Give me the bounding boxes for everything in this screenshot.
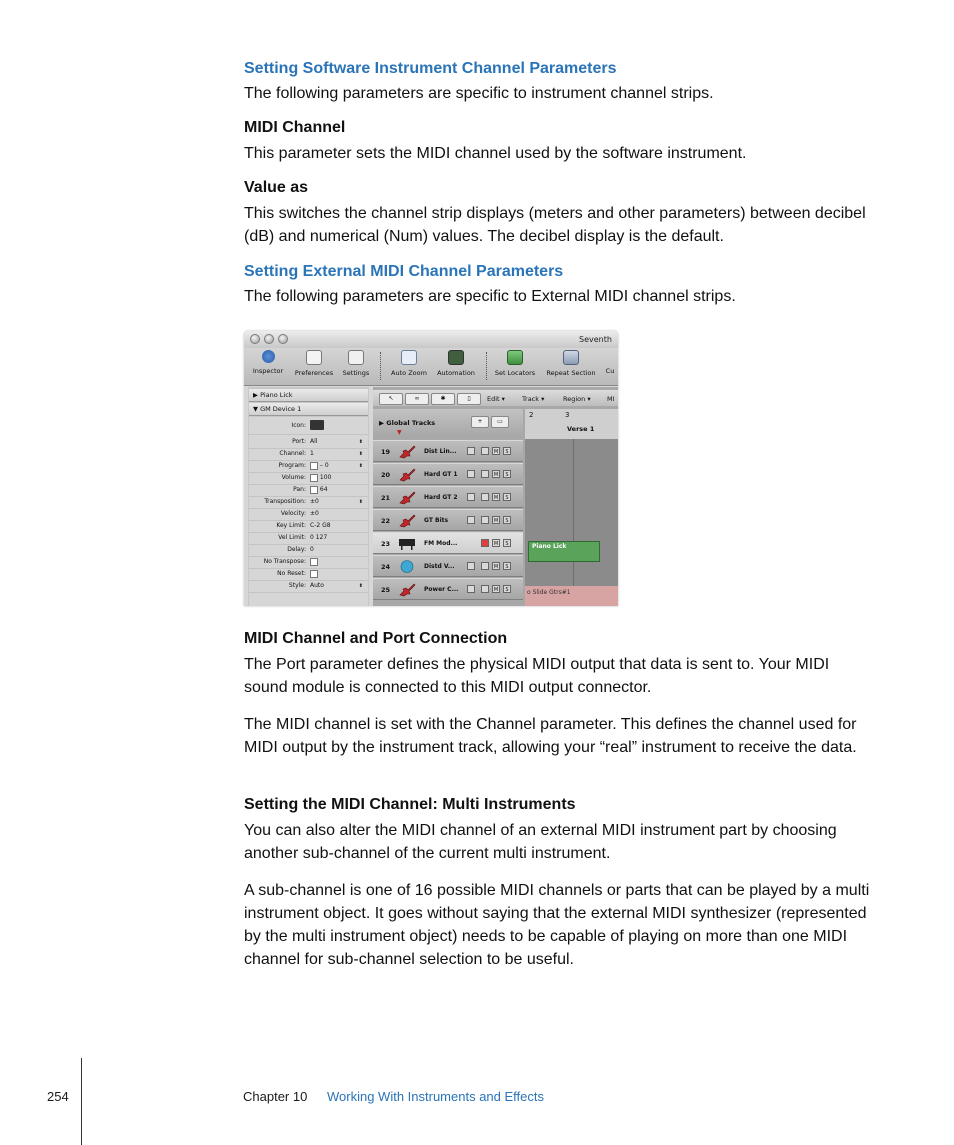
auto-zoom-button[interactable] [387, 350, 431, 377]
cut-icon [603, 350, 617, 363]
cut-button[interactable] [603, 350, 617, 375]
record-enable-icon[interactable] [481, 539, 489, 547]
ruler-bar-2: 2 [529, 411, 534, 419]
param-label: Channel: [279, 450, 306, 457]
program-checkbox[interactable] [310, 462, 318, 470]
preferences-label: Preferences [294, 369, 334, 377]
region-slide-gtrs[interactable] [525, 586, 618, 606]
catch-icon[interactable]: ✱ [431, 393, 455, 405]
marker-verse-1[interactable]: Verse 1 [567, 425, 595, 433]
region-icon[interactable] [481, 585, 489, 593]
stepper-icon[interactable]: ⬍ [358, 451, 363, 457]
repeat-section-button[interactable] [544, 350, 598, 377]
param-icon-row [249, 417, 368, 435]
param-style-row[interactable] [249, 580, 368, 593]
preferences-icon [306, 350, 322, 365]
settings-icon [348, 350, 364, 365]
volume-value: 100 [319, 474, 332, 481]
mute-button[interactable]: M [493, 518, 499, 524]
track-name: Hard GT 1 [424, 471, 458, 478]
subheading-multi-instruments: Setting the MIDI Channel: Multi Instruments [244, 796, 576, 813]
param-label: Pan: [293, 486, 306, 493]
track-view-icon[interactable]: ▭ [491, 416, 509, 428]
section-heading-external: Setting External MIDI Channel Parameters [244, 263, 564, 280]
track-name: FM Mod... [424, 540, 458, 547]
record-enable-icon[interactable] [467, 516, 475, 524]
repeat-section-icon [563, 350, 579, 365]
logic-screenshot [244, 331, 618, 606]
footer-chapter: Chapter 10 [243, 1089, 308, 1104]
arrange-toolbar [373, 390, 618, 406]
solo-button[interactable]: S [503, 447, 511, 455]
region-icon[interactable] [481, 493, 489, 501]
edit-menu[interactable]: Edit ▾ [487, 395, 505, 403]
param-label: Velocity: [280, 510, 306, 517]
automation-label: Automation [437, 369, 475, 377]
track-number: 20 [381, 471, 391, 479]
region-icon[interactable] [481, 516, 489, 524]
piano-icon[interactable] [310, 420, 324, 430]
track-row[interactable] [373, 555, 523, 577]
track-row[interactable] [373, 578, 523, 600]
mute-button[interactable]: M [493, 495, 499, 501]
subheading-midi-channel: MIDI Channel [244, 119, 346, 136]
param-label: Delay: [287, 546, 306, 553]
paragraph-multi-2: A sub-channel is one of 16 possible MIDI channels or parts that can be played by a multi instrument object. It goes without saying that the external MIDI synthesizer (represented by the multi instrument object) needs to be capable of playing on more than one MIDI channel for sub-channel selection to be useful. [244, 882, 870, 968]
region-icon[interactable] [481, 470, 489, 478]
param-label: Style: [288, 582, 306, 589]
no-reset-checkbox[interactable] [310, 570, 318, 578]
solo-button[interactable]: S [503, 585, 511, 593]
program-value: – 0 [319, 462, 329, 469]
mute-button[interactable]: M [493, 472, 499, 478]
track-row[interactable] [373, 509, 523, 531]
no-transpose-checkbox[interactable] [310, 558, 318, 566]
param-value: Auto [310, 582, 324, 589]
cut-label: Cu [605, 367, 615, 375]
track-lanes[interactable] [525, 439, 618, 606]
close-window-icon[interactable] [250, 334, 260, 344]
param-value: C-2 G8 [310, 522, 331, 529]
page-number: 254 [47, 1089, 69, 1104]
subheading-port-connection: MIDI Channel and Port Connection [244, 630, 508, 647]
ruler-bar-3: 3 [565, 411, 570, 419]
section-heading-software: Setting Software Instrument Channel Parameters [244, 60, 617, 77]
param-label: Transposition: [264, 498, 306, 505]
mute-button[interactable]: M [493, 449, 499, 455]
record-enable-icon[interactable] [467, 470, 475, 478]
settings-label: Settings [342, 369, 370, 377]
record-enable-icon[interactable] [467, 447, 475, 455]
track-number: 22 [381, 517, 391, 525]
auto-zoom-icon [401, 350, 417, 365]
zoom-window-icon[interactable] [278, 334, 288, 344]
track-menu-label: Track [522, 395, 540, 403]
pointer-tool-icon[interactable]: ↖ [379, 393, 403, 405]
pan-value: 64 [319, 486, 328, 493]
param-label: No Transpose: [263, 558, 306, 565]
paragraph-port-2: The MIDI channel is set with the Channel parameter. This defines the channel used for MIDI output by the instrument track, allowing your “real” instrument to receive the data. [244, 716, 857, 756]
window-title: Seventh [579, 335, 612, 344]
region-label: o Slide Gtrs#1 [527, 589, 571, 596]
set-locators-button[interactable] [492, 350, 538, 377]
electric-guitar-icon [398, 513, 416, 528]
footer-chapter-title[interactable]: Working With Instruments and Effects [327, 1089, 544, 1104]
region-label: Piano Lick [532, 543, 567, 550]
param-value: 0 [310, 546, 314, 553]
track-number: 23 [381, 540, 391, 548]
paragraph-value-as: This switches the channel strip displays (meters and other parameters) between decibel (dB) and numerical (Num) values. The decibel display is the default. [244, 205, 866, 245]
track-number: 19 [381, 448, 391, 456]
toolbar-separator [486, 352, 488, 380]
electric-guitar-icon [398, 467, 416, 482]
inspector-label: Inspector [252, 367, 284, 375]
toolbar-separator [380, 352, 382, 380]
solo-button[interactable]: S [503, 562, 511, 570]
stepper-icon[interactable]: ⬍ [358, 463, 363, 469]
param-label: Icon: [291, 422, 306, 429]
param-value [310, 484, 328, 496]
piano-icon [398, 536, 416, 551]
track-number: 24 [381, 563, 391, 571]
track-row[interactable] [373, 440, 523, 462]
region-piano-lick[interactable] [528, 541, 600, 562]
global-tracks-header[interactable] [373, 409, 523, 435]
param-label: Program: [278, 462, 306, 469]
param-value: All [310, 438, 318, 445]
param-value [310, 460, 329, 472]
track-name: Hard GT 2 [424, 494, 458, 501]
track-name: Power C... [424, 586, 459, 593]
track-name: GT Bits [424, 517, 449, 524]
param-value: ±0 [310, 498, 319, 505]
automation-button[interactable] [434, 350, 478, 377]
param-value: ±0 [310, 510, 319, 517]
device-name: GM Device 1 [260, 405, 302, 413]
param-value [310, 556, 318, 568]
repeat-section-label: Repeat Section [546, 369, 596, 377]
track-row[interactable] [373, 486, 523, 508]
playhead-icon: ▼ [397, 429, 402, 436]
paragraph-multi-1: You can also alter the MIDI channel of an external MIDI instrument part by choosing another sub-channel of the current multi instrument. [244, 822, 837, 862]
track-number: 25 [381, 586, 391, 594]
inspector-panel [248, 387, 369, 606]
electric-guitar-icon [398, 444, 416, 459]
paragraph-software-intro: The following parameters are specific to instrument channel strips. [244, 85, 714, 102]
mute-button[interactable]: M [493, 587, 499, 593]
arrange-area [373, 387, 618, 606]
device-parameter-header[interactable]: ▼ GM Device 1 [249, 403, 368, 416]
settings-button[interactable] [340, 350, 372, 377]
paragraph-port-1: The Port parameter defines the physical MIDI output that data is sent to. Your MIDI sound module is connected to this MIDI output connector. [244, 656, 830, 696]
flex-icon[interactable]: ▯ [457, 393, 481, 405]
param-value [310, 568, 318, 580]
solo-button[interactable]: S [503, 516, 511, 524]
ex-instrument-icon [398, 559, 416, 574]
stepper-icon[interactable]: ⬍ [358, 583, 363, 589]
region-menu-label: Region [563, 395, 586, 403]
track-menu[interactable]: Track ▾ [522, 395, 545, 403]
track-name: Distd V... [424, 563, 455, 570]
paragraph-external-intro: The following parameters are specific to External MIDI channel strips. [244, 288, 736, 305]
track-row[interactable] [373, 463, 523, 485]
track-name: Dist Lin... [424, 448, 457, 455]
solo-button[interactable]: S [503, 539, 511, 547]
window-titlebar [244, 331, 618, 348]
paragraph-midi-channel: This parameter sets the MIDI channel used by the software instrument. [244, 145, 747, 162]
main-toolbar [244, 348, 618, 386]
region-parameter-header[interactable]: ▶ Piano Lick [249, 389, 368, 402]
electric-guitar-icon [398, 490, 416, 505]
link-icon[interactable]: ∞ [405, 393, 429, 405]
param-value: 1 [310, 450, 314, 457]
record-enable-icon[interactable] [467, 585, 475, 593]
mute-button[interactable]: M [493, 541, 499, 547]
record-enable-icon[interactable] [467, 493, 475, 501]
param-value: 0 127 [310, 534, 328, 541]
solo-button[interactable]: S [503, 470, 511, 478]
param-label: Key Limit: [276, 522, 306, 529]
set-locators-label: Set Locators [494, 369, 536, 377]
auto-zoom-label: Auto Zoom [391, 369, 427, 377]
region-icon[interactable] [481, 562, 489, 570]
add-track-icon[interactable]: + [471, 416, 489, 428]
footer-divider [81, 1058, 82, 1145]
param-label: No Reset: [277, 570, 306, 577]
region-menu[interactable]: Region ▾ [563, 395, 591, 403]
inspector-button[interactable] [250, 350, 286, 375]
region-name: Piano Lick [260, 391, 293, 399]
param-label: Port: [292, 438, 306, 445]
global-tracks-text: Global Tracks [386, 419, 436, 427]
bar-gridline [573, 439, 574, 606]
set-locators-icon [507, 350, 523, 365]
info-icon [262, 350, 275, 363]
volume-checkbox[interactable] [310, 474, 318, 482]
more-menu[interactable]: MI [607, 395, 615, 403]
record-enable-icon[interactable] [467, 562, 475, 570]
edit-menu-label: Edit [487, 395, 500, 403]
pan-checkbox[interactable] [310, 486, 318, 494]
stepper-icon[interactable]: ⬍ [358, 499, 363, 505]
param-label: Volume: [281, 474, 306, 481]
subheading-value-as: Value as [244, 179, 309, 196]
param-value [310, 472, 331, 484]
electric-guitar-icon [398, 582, 416, 597]
preferences-button[interactable] [291, 350, 337, 377]
solo-button[interactable]: S [503, 493, 511, 501]
param-label: Vel Limit: [278, 534, 306, 541]
minimize-window-icon[interactable] [264, 334, 274, 344]
track-row-selected[interactable] [373, 532, 523, 554]
mute-button[interactable]: M [493, 564, 499, 570]
global-tracks-label: ▶ Global Tracks [379, 419, 436, 427]
automation-icon [448, 350, 464, 365]
bar-ruler[interactable] [525, 409, 618, 439]
stepper-icon[interactable]: ⬍ [358, 439, 363, 445]
track-number: 21 [381, 494, 391, 502]
parameter-list [249, 417, 368, 606]
region-icon[interactable] [481, 447, 489, 455]
